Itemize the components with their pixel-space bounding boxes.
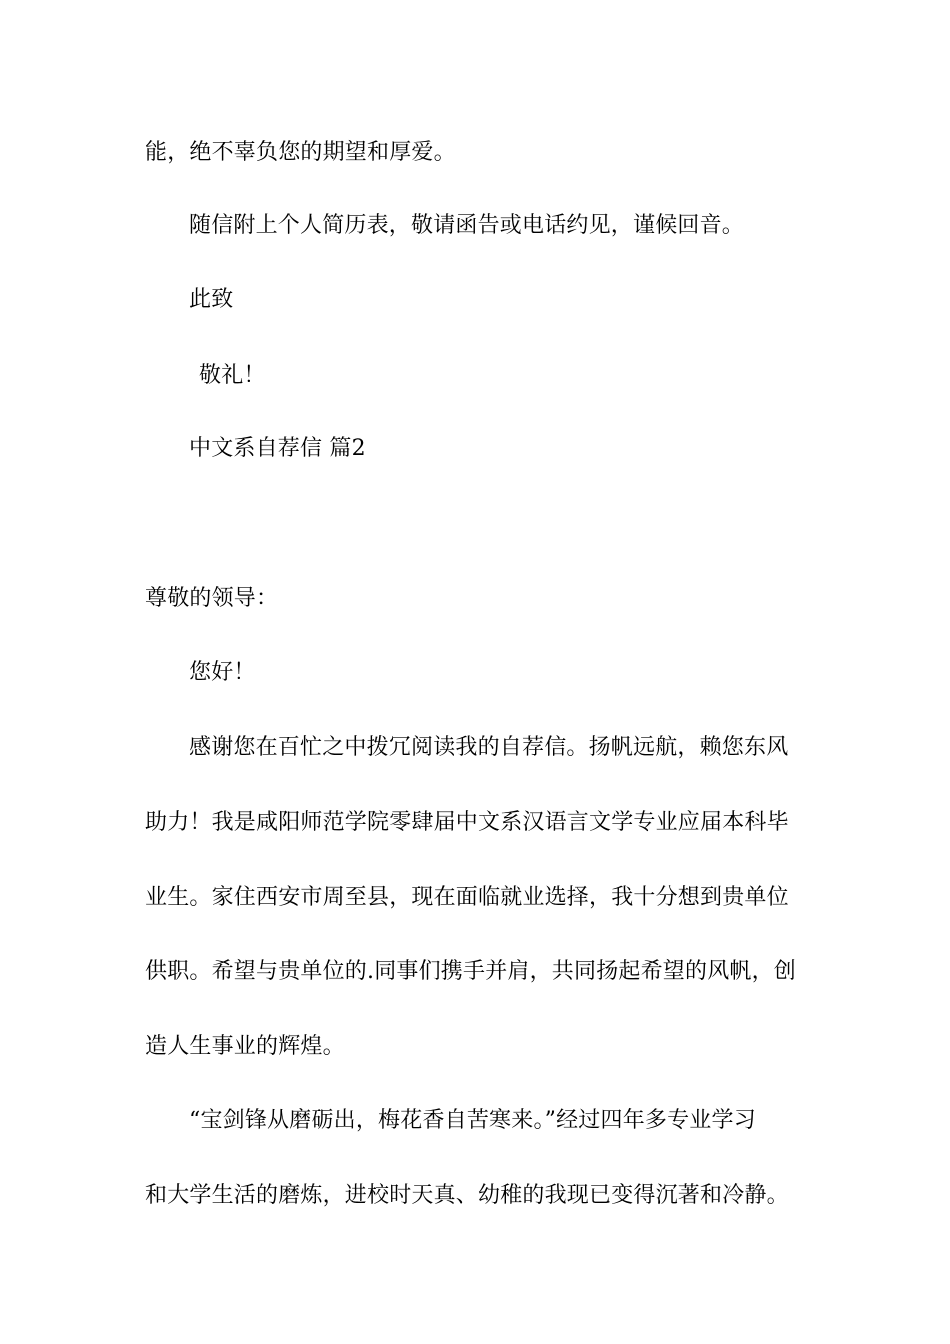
paragraph-line: 业生。家住西安市周至县，现在面临就业选择，我十分想到贵单位 <box>145 885 789 910</box>
paragraph-line: 供职。希望与贵单位的.同事们携手并肩，共同扬起希望的风帆，创 <box>145 959 796 984</box>
section-heading: 中文系自荐信 篇2 <box>189 436 366 461</box>
paragraph-line: “宝剑锋从磨砺出，梅花香自苦寒来。”经过四年多专业学习 <box>189 1108 756 1133</box>
greeting: 您好！ <box>189 660 256 685</box>
paragraph-line: 感谢您在百忙之中拨冗阅读我的自荐信。扬帆远航，赖您东风 <box>189 735 789 760</box>
paragraph-line: 造人生事业的辉煌。 <box>145 1034 345 1059</box>
text-line-attachment: 随信附上个人简历表，敬请函告或电话约见，谨候回音。 <box>189 213 745 238</box>
salutation: 尊敬的领导： <box>145 586 279 611</box>
text-line-jingli: 敬礼！ <box>199 363 266 388</box>
text-line-cizhi: 此致 <box>189 287 234 312</box>
paragraph-line: 助力！我是咸阳师范学院零肆届中文系汉语言文学专业应届本科毕 <box>145 810 789 835</box>
paragraph-line: 和大学生活的磨炼，进校时天真、幼稚的我现已变得沉著和冷静。 <box>145 1183 789 1208</box>
text-line-closing-1: 能，绝不辜负您的期望和厚爱。 <box>145 140 456 165</box>
